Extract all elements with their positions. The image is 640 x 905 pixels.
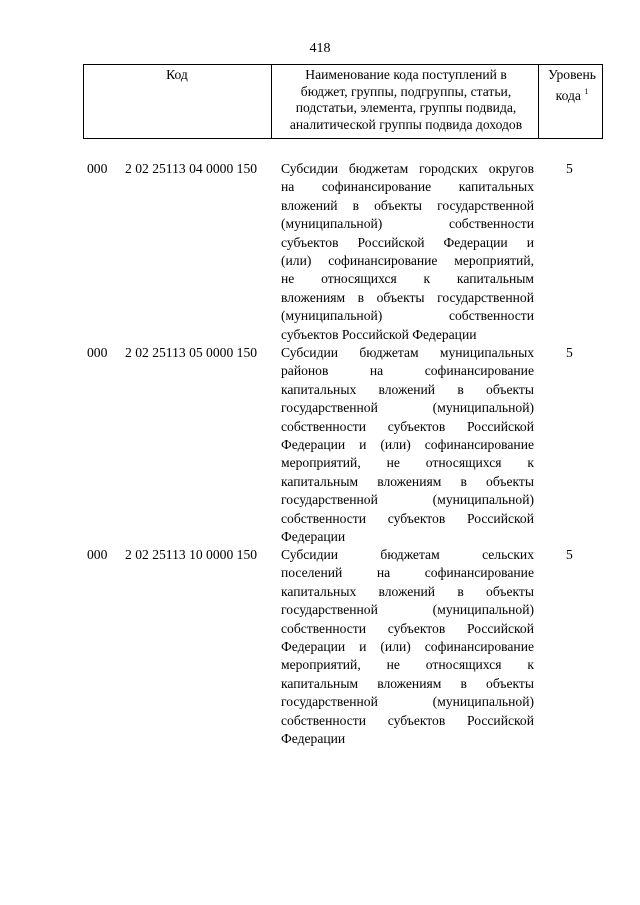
row-name: [281, 546, 534, 748]
row-name-line: собственности субъектов Российской: [281, 418, 534, 434]
row-name-line: не относящихся к капитальным: [281, 271, 534, 287]
table-header: [83, 64, 603, 139]
header-level-line: [541, 84, 603, 105]
header-level-text: кода: [555, 87, 581, 103]
header-name-line: бюджет, группы, подгруппы, статьи,: [300, 83, 512, 99]
footnote-marker: 1: [584, 86, 589, 96]
header-name-line: подстатьи, элемента, группы подвида,: [295, 100, 517, 115]
row-name-line: государственной (муниципальной): [281, 602, 534, 618]
row-name-line: (муниципальной) собственности: [281, 216, 534, 232]
row-name-line: государственной (муниципальной): [281, 694, 534, 710]
row-prefix: 000: [87, 345, 108, 360]
row-name-line: Федерации: [281, 529, 346, 545]
row-name-line: Субсидии бюджетам сельских: [281, 547, 534, 562]
header-name-line: аналитической группы подвида доходов: [289, 116, 523, 132]
header-divider-name-level: [538, 65, 539, 138]
row-name-line: собственности субъектов Российской: [281, 712, 534, 728]
row-name-line: на софинансирование капитальных: [281, 179, 534, 195]
row-name-line: государственной (муниципальной): [281, 400, 534, 416]
row-name-line: субъектов Российской Федерации: [281, 326, 477, 342]
row-name: [281, 344, 534, 546]
row-name-line: капитальным вложениям в объекты: [281, 675, 534, 691]
row-name-line: субъектов Российской Федерации и: [281, 234, 534, 250]
row-name-line: Субсидии бюджетам городских округов: [281, 161, 534, 176]
row-name-line: Федерации и (или) софинансирование: [281, 639, 534, 655]
row-name-line: поселений на софинансирование: [281, 565, 534, 581]
row-name-line: вложений в объекты государственной: [281, 197, 534, 213]
header-name-line: Наименование кода поступлений в: [305, 67, 507, 82]
header-name: [277, 67, 535, 133]
row-name-line: мероприятий, не относящихся к: [281, 455, 534, 471]
row-name-line: Субсидии бюджетам муниципальных: [281, 345, 534, 360]
row-name-line: капитальным вложениям в объекты: [281, 473, 534, 489]
row-level: 5: [566, 547, 573, 562]
row-code: 2 02 25113 10 0000 150: [125, 547, 258, 562]
header-code: Код: [166, 67, 188, 82]
row-name-line: вложениям в объекты государственной: [281, 289, 534, 305]
row-name-line: собственности субъектов Российской: [281, 510, 534, 526]
header-level-line: Уровень: [548, 67, 596, 82]
row-name-line: районов на софинансирование: [281, 363, 534, 379]
row-prefix: 000: [87, 161, 108, 176]
row-level: 5: [566, 161, 573, 176]
row-name-line: капитальных вложений в объекты: [281, 583, 534, 599]
row-name-line: собственности субъектов Российской: [281, 620, 534, 636]
row-code: 2 02 25113 04 0000 150: [125, 161, 258, 176]
row-name-line: (муниципальной) собственности: [281, 308, 534, 324]
page-number: 418: [309, 41, 331, 56]
header-level: [541, 67, 603, 104]
row-name-line: государственной (муниципальной): [281, 492, 534, 508]
row-name-line: Федерации: [281, 731, 346, 747]
row-prefix: 000: [87, 547, 108, 562]
header-divider-code-name: [271, 65, 272, 138]
row-name-line: (или) софинансирование мероприятий,: [281, 253, 534, 269]
row-name-line: капитальных вложений в объекты: [281, 381, 534, 397]
row-name: [281, 160, 534, 344]
row-code: 2 02 25113 05 0000 150: [125, 345, 258, 360]
row-name-line: мероприятий, не относящихся к: [281, 657, 534, 673]
row-level: 5: [566, 345, 573, 360]
row-name-line: Федерации и (или) софинансирование: [281, 437, 534, 453]
